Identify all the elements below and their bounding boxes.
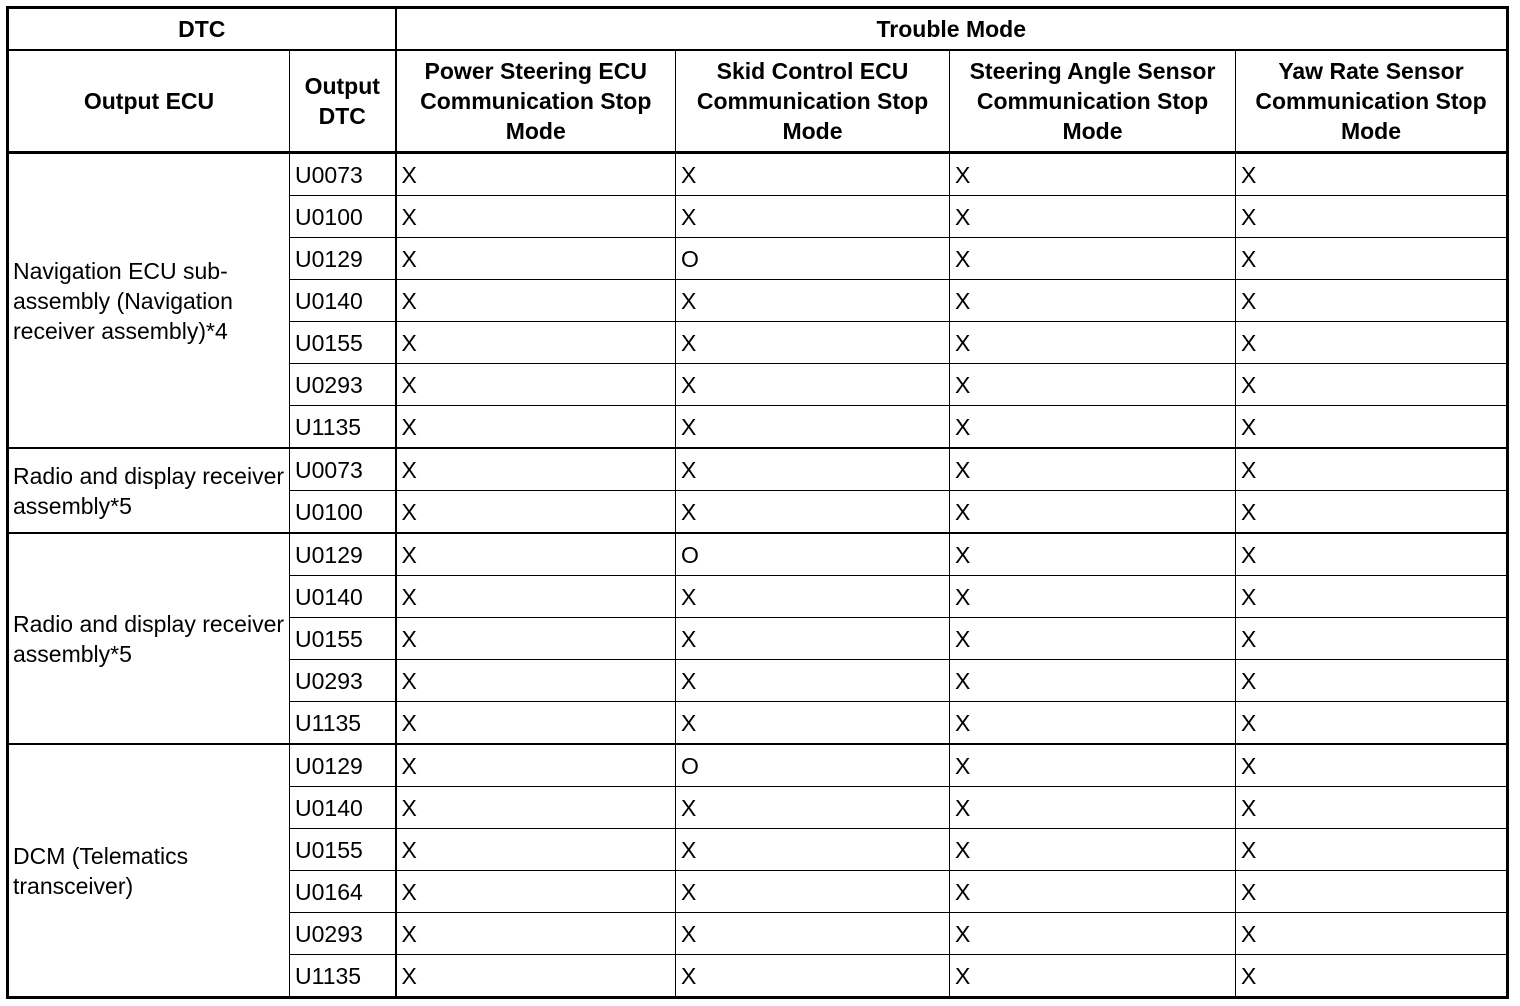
- mode-result-cell: X: [1236, 364, 1508, 406]
- mode-result-cell: X: [396, 406, 676, 449]
- mode-result-cell: X: [676, 955, 950, 998]
- mode-result-cell: X: [1236, 702, 1508, 745]
- mode-result-cell: X: [676, 702, 950, 745]
- mode-result-cell: X: [1236, 533, 1508, 576]
- mode-result-cell: X: [396, 913, 676, 955]
- dtc-code-cell: U0155: [290, 618, 396, 660]
- output-ecu-cell: Navigation ECU sub-assembly (Navigation receiver assembly)*4: [8, 153, 290, 449]
- mode-result-cell: X: [676, 280, 950, 322]
- dtc-code-cell: U0100: [290, 196, 396, 238]
- header-row-top: [8, 8, 1508, 51]
- mode-result-cell: X: [950, 955, 1236, 998]
- output-ecu-cell: Radio and display receiver assembly*5: [8, 533, 290, 744]
- mode-result-cell: X: [676, 196, 950, 238]
- mode-result-cell: X: [950, 238, 1236, 280]
- dtc-code-cell: U1135: [290, 702, 396, 745]
- mode-result-cell: X: [950, 280, 1236, 322]
- dtc-code-cell: U0073: [290, 448, 396, 491]
- mode-result-cell: X: [1236, 787, 1508, 829]
- output-ecu-header: Output ECU: [8, 50, 290, 153]
- dtc-code-cell: U0293: [290, 913, 396, 955]
- mode-result-cell: X: [1236, 153, 1508, 196]
- dtc-code-cell: U0129: [290, 238, 396, 280]
- mode-result-cell: X: [676, 618, 950, 660]
- mode-result-cell: X: [396, 829, 676, 871]
- mode-result-cell: X: [1236, 744, 1508, 787]
- mode-result-cell: X: [396, 871, 676, 913]
- mode-result-cell: X: [950, 829, 1236, 871]
- mode-result-cell: X: [676, 406, 950, 449]
- mode-result-cell: X: [950, 660, 1236, 702]
- mode-result-cell: X: [676, 364, 950, 406]
- mode-result-cell: X: [396, 618, 676, 660]
- mode-result-cell: X: [396, 196, 676, 238]
- mode-result-cell: X: [950, 491, 1236, 534]
- mode-result-cell: X: [676, 829, 950, 871]
- mode-result-cell: X: [950, 744, 1236, 787]
- mode-result-cell: X: [950, 364, 1236, 406]
- dtc-code-cell: U0293: [290, 364, 396, 406]
- table-row: [8, 744, 1508, 787]
- mode-result-cell: X: [396, 660, 676, 702]
- output-ecu-cell: DCM (Telematics transceiver): [8, 744, 290, 998]
- mode-result-cell: X: [1236, 238, 1508, 280]
- dtc-code-cell: U0129: [290, 533, 396, 576]
- mode-result-cell: X: [950, 448, 1236, 491]
- dtc-code-cell: U1135: [290, 406, 396, 449]
- mode-result-cell: X: [950, 702, 1236, 745]
- mode-result-cell: X: [1236, 955, 1508, 998]
- mode-result-cell: X: [1236, 196, 1508, 238]
- dtc-code-cell: U0100: [290, 491, 396, 534]
- yaw-rate-mode-header: Yaw Rate Sensor Communication Stop Mode: [1236, 50, 1508, 153]
- dtc-code-cell: U0155: [290, 322, 396, 364]
- mode-result-cell: X: [396, 576, 676, 618]
- table-row: [8, 153, 1508, 196]
- mode-result-cell: X: [396, 955, 676, 998]
- mode-result-cell: X: [1236, 618, 1508, 660]
- mode-result-cell: X: [676, 576, 950, 618]
- table-row: [8, 448, 1508, 491]
- mode-result-cell: X: [950, 322, 1236, 364]
- mode-result-cell: X: [676, 448, 950, 491]
- dtc-code-cell: U0140: [290, 787, 396, 829]
- table-row: [8, 533, 1508, 576]
- mode-result-cell: X: [676, 913, 950, 955]
- mode-result-cell: X: [396, 744, 676, 787]
- dtc-code-cell: U0164: [290, 871, 396, 913]
- mode-result-cell: X: [676, 491, 950, 534]
- mode-result-cell: X: [1236, 576, 1508, 618]
- mode-result-cell: X: [396, 533, 676, 576]
- mode-result-cell: X: [950, 196, 1236, 238]
- mode-result-cell: X: [950, 913, 1236, 955]
- mode-result-cell: O: [676, 238, 950, 280]
- mode-result-cell: X: [950, 787, 1236, 829]
- dtc-code-cell: U0140: [290, 576, 396, 618]
- mode-result-cell: X: [676, 787, 950, 829]
- mode-result-cell: X: [950, 406, 1236, 449]
- dtc-code-cell: U0293: [290, 660, 396, 702]
- mode-result-cell: X: [396, 280, 676, 322]
- dtc-code-cell: U0129: [290, 744, 396, 787]
- mode-result-cell: X: [950, 871, 1236, 913]
- mode-result-cell: X: [1236, 491, 1508, 534]
- dtc-code-cell: U0155: [290, 829, 396, 871]
- mode-result-cell: X: [1236, 660, 1508, 702]
- mode-result-cell: X: [950, 618, 1236, 660]
- mode-result-cell: X: [1236, 829, 1508, 871]
- mode-result-cell: X: [1236, 448, 1508, 491]
- dtc-trouble-mode-table: [6, 6, 1509, 999]
- dtc-header: DTC: [8, 8, 396, 51]
- mode-result-cell: X: [396, 787, 676, 829]
- mode-result-cell: X: [950, 153, 1236, 196]
- output-ecu-cell: Radio and display receiver assembly*5: [8, 448, 290, 533]
- dtc-code-cell: U1135: [290, 955, 396, 998]
- mode-result-cell: X: [396, 153, 676, 196]
- mode-result-cell: X: [950, 576, 1236, 618]
- mode-result-cell: X: [396, 702, 676, 745]
- skid-control-mode-header: Skid Control ECU Communication Stop Mode: [676, 50, 950, 153]
- trouble-mode-header: Trouble Mode: [396, 8, 1508, 51]
- dtc-code-cell: U0140: [290, 280, 396, 322]
- mode-result-cell: X: [676, 153, 950, 196]
- mode-result-cell: X: [1236, 280, 1508, 322]
- table-body: [8, 153, 1508, 998]
- output-dtc-header: Output DTC: [290, 50, 396, 153]
- header-row-columns: [8, 50, 1508, 153]
- mode-result-cell: X: [1236, 913, 1508, 955]
- mode-result-cell: O: [676, 744, 950, 787]
- mode-result-cell: X: [1236, 871, 1508, 913]
- mode-result-cell: X: [676, 871, 950, 913]
- mode-result-cell: X: [396, 491, 676, 534]
- mode-result-cell: X: [396, 364, 676, 406]
- steering-angle-mode-header: Steering Angle Sensor Communication Stop Mode: [950, 50, 1236, 153]
- mode-result-cell: X: [1236, 406, 1508, 449]
- mode-result-cell: X: [1236, 322, 1508, 364]
- mode-result-cell: X: [396, 238, 676, 280]
- mode-result-cell: X: [676, 660, 950, 702]
- mode-result-cell: X: [396, 322, 676, 364]
- mode-result-cell: X: [676, 322, 950, 364]
- power-steering-mode-header: Power Steering ECU Communication Stop Mode: [396, 50, 676, 153]
- mode-result-cell: X: [950, 533, 1236, 576]
- mode-result-cell: O: [676, 533, 950, 576]
- dtc-code-cell: U0073: [290, 153, 396, 196]
- mode-result-cell: X: [396, 448, 676, 491]
